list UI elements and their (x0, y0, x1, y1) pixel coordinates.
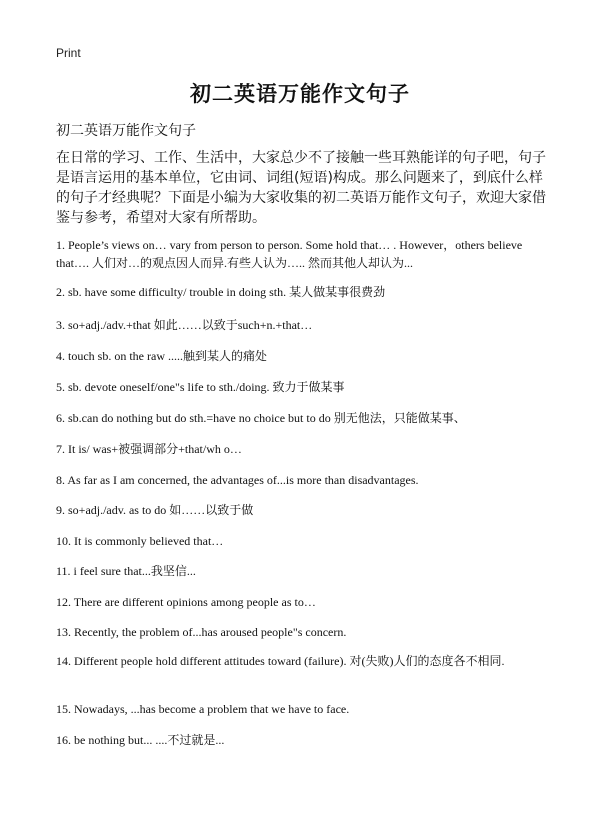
list-item: 16. be nothing but... ....不过就是... (56, 733, 225, 747)
list-item: 8. As far as I am concerned, the advantages of...is more than disadvantages. (56, 473, 419, 487)
print-label: Print (56, 46, 81, 60)
list-item: 3. so+adj./adv.+that 如此……以致于such+n.+that… (56, 318, 313, 332)
list-item: 10. It is commonly believed that… (56, 534, 224, 548)
document-title: 初二英语万能作文句子 (190, 82, 410, 106)
list-item: 7. It is/ was+被强调部分+that/wh o… (56, 442, 242, 456)
list-item: 4. touch sb. on the raw .....触到某人的痛处 (56, 349, 267, 363)
document-subtitle: 初二英语万能作文句子 (56, 123, 196, 139)
list-item: 15. Nowadays, ...has become a problem that we have to face. (56, 702, 350, 716)
list-item: 6. sb.can do nothing but do sth.=have no choice but to do 别无他法，只能做某事、 (56, 411, 466, 425)
list-item: 1. People’s views on… vary from person to person. Some hold that… . However，others believe that…. 人们对…的观点因人而异.有些人认为….. 然而其他人却认为... (56, 238, 523, 270)
intro-paragraph: 在日常的学习、工作、生活中，大家总少不了接触一些耳熟能详的句子吧，句子是语言运用的基本单位，它由词、词组(短语)构成。那么问题来了，到底什么样的句子才经典呢？下面是小编为大家收集的初二英语万能作文句子，欢迎大家借鉴与参考，希望对大家有所帮助。 (56, 150, 546, 226)
list-item: 14. Different people hold different attitudes toward (failure). 对(失败)人们的态度各不相同. (56, 654, 505, 668)
list-item: 11. i feel sure that...我坚信... (56, 564, 196, 578)
list-item: 12. There are different opinions among people as to… (56, 595, 316, 609)
list-item: 13. Recently, the problem of...has aroused people"s concern. (56, 625, 347, 639)
list-item: 5. sb. devote oneself/one"s life to sth./doing. 致力于做某事 (56, 380, 345, 394)
list-item: 9. so+adj./adv. as to do 如……以致于做 (56, 503, 254, 517)
list-item: 2. sb. have some difficulty/ trouble in doing sth. 某人做某事很费劲 (56, 285, 386, 299)
